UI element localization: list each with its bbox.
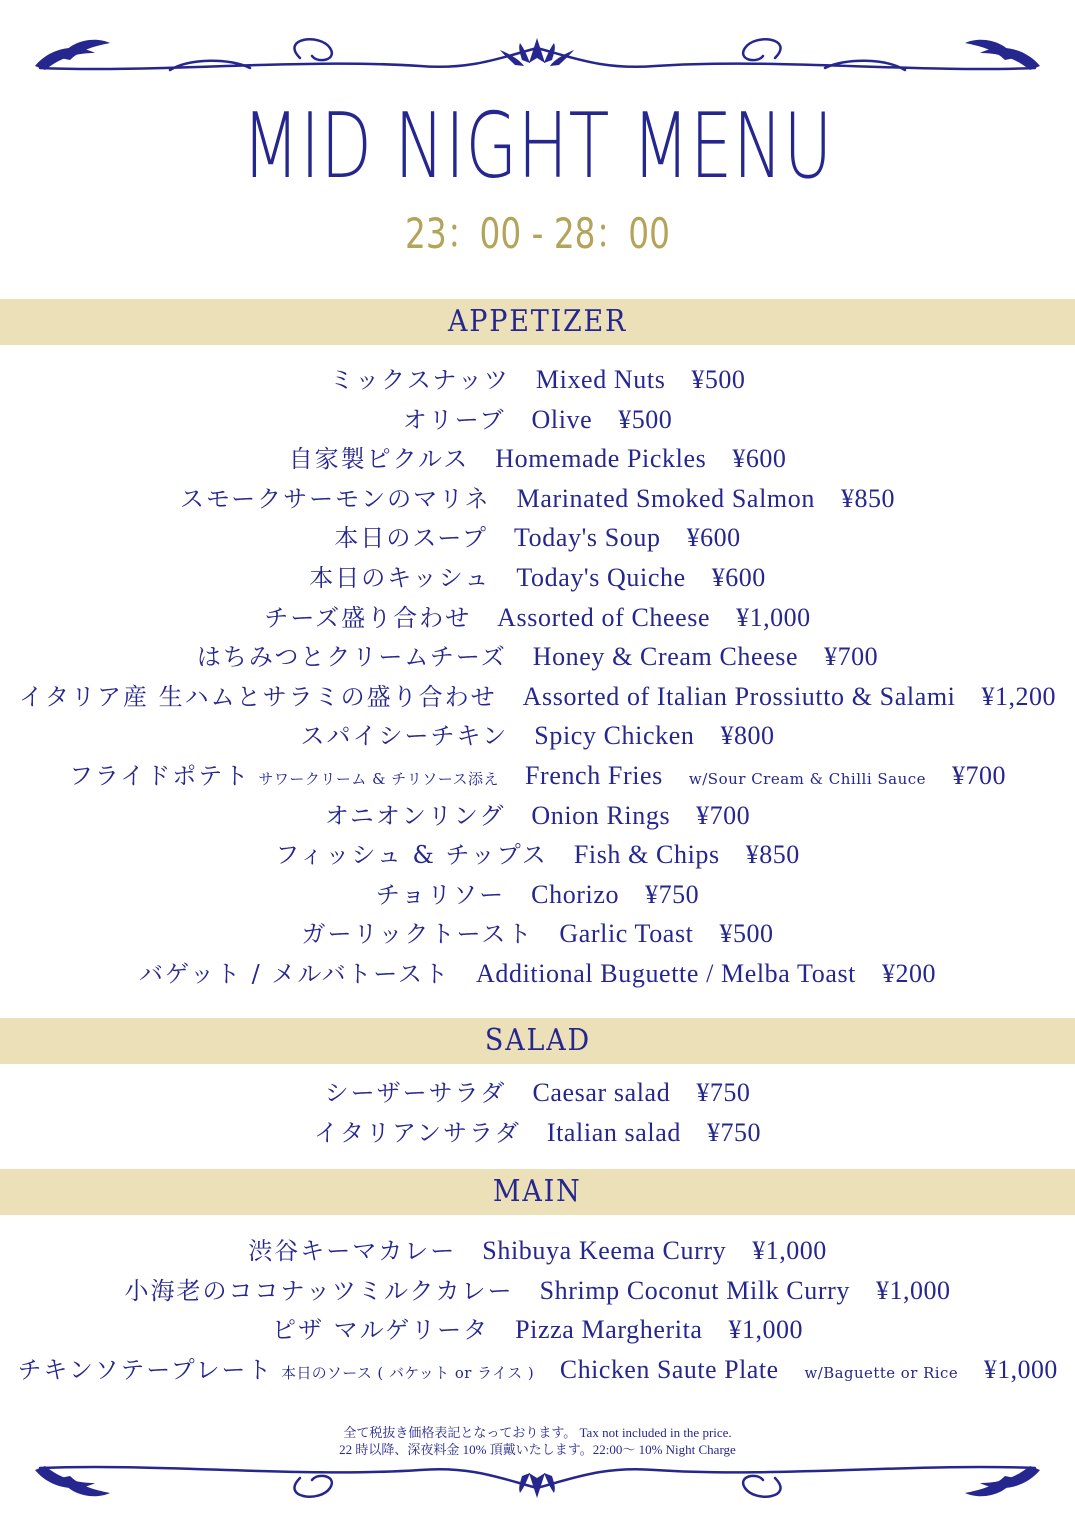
item-note-english: w/Sour Cream & Chilli Sauce (688, 770, 927, 788)
menu-item (0, 362, 1075, 398)
item-price: ¥500 (719, 919, 774, 949)
item-price: ¥600 (711, 563, 766, 592)
menu-item (0, 600, 1075, 636)
item-name-english: Today's Soup (514, 523, 661, 553)
item-name-english: Assorted of Cheese (497, 602, 711, 632)
item-name-english: Assorted of Italian Prossiutto & Salami (522, 681, 956, 711)
item-note-japanese: サワークリーム & チリソース添え (258, 770, 499, 788)
menu-item (0, 639, 1075, 675)
item-name-english: Caesar salad (532, 1078, 671, 1107)
menu-item (0, 1273, 1075, 1309)
item-name-english: Honey & Cream Cheese (532, 642, 799, 672)
tax-note: 全て税抜き価格表記となっております。 Tax not included in the price. (343, 1425, 732, 1440)
item-price: ¥850 (840, 483, 895, 513)
item-name-japanese: イタリア産 生ハムとサラミの盛り合わせ (18, 682, 497, 711)
menu-item (0, 1115, 1075, 1151)
item-name-english: Garlic Toast (559, 919, 694, 949)
item-name-english: Onion Rings (531, 800, 671, 830)
item-price: ¥700 (696, 800, 751, 830)
item-name-english: Italian salad (546, 1117, 681, 1147)
menu-item (0, 441, 1075, 477)
item-price: ¥600 (686, 523, 741, 553)
item-name-japanese: 小海老のココナッツミルクカレー (124, 1276, 514, 1305)
item-name-japanese: スパイシーチキン (300, 722, 509, 751)
item-name-english: Shrimp Coconut Milk Curry (539, 1275, 850, 1305)
item-price: ¥1,200 (981, 681, 1056, 711)
item-name-japanese: バゲット / メルバトースト (138, 960, 450, 988)
menu-item (0, 481, 1075, 517)
menu-item (0, 1075, 1075, 1111)
item-name-japanese: フライドポテト (68, 762, 251, 790)
item-price: ¥850 (745, 840, 800, 870)
item-price: ¥1,000 (752, 1236, 827, 1265)
night-charge-note: 22 時以降、深夜料金 10% 頂戴いたします。22:00～ 10% Night Charge (339, 1442, 736, 1457)
item-name-japanese: ガーリックトースト (301, 920, 534, 949)
menu-item (0, 916, 1075, 952)
item-name-english: Spicy Chicken (534, 721, 695, 751)
item-name-english: Homemade Pickles (495, 444, 707, 474)
item-name-japanese: フィッシュ & チップス (275, 841, 548, 870)
menu-item (0, 1233, 1075, 1269)
bottom-flourish-ornament (0, 1448, 1075, 1508)
item-price: ¥200 (882, 959, 937, 988)
top-flourish-ornament (0, 28, 1075, 88)
item-name-english: French Fries (525, 761, 663, 790)
item-name-japanese: 自家製ピクルス (288, 445, 470, 474)
service-hours: 23：00 - 28：00 (405, 209, 670, 258)
item-name-english: Additional Buguette / Melba Toast (476, 959, 857, 988)
menu-item (0, 837, 1075, 873)
menu-item (0, 877, 1075, 913)
menu-item (0, 402, 1075, 438)
item-name-japanese: 渋谷キーマカレー (248, 1237, 457, 1265)
item-price: ¥750 (706, 1117, 761, 1147)
item-name-japanese: はちみつとクリームチーズ (196, 643, 507, 672)
item-name-japanese: チーズ盛り合わせ (264, 603, 472, 632)
item-name-english: Shibuya Keema Curry (482, 1236, 727, 1265)
menu-item (0, 758, 1075, 797)
item-name-japanese: オリーブ (402, 405, 506, 434)
item-name-japanese: シーザーサラダ (324, 1079, 507, 1107)
item-name-japanese: 本日のキッシュ (309, 564, 491, 592)
item-price: ¥800 (720, 721, 775, 751)
item-name-english: Mixed Nuts (535, 365, 666, 394)
section-heading-main: MAIN (0, 1169, 1075, 1215)
item-price: ¥750 (645, 879, 700, 909)
item-price: ¥1,000 (728, 1315, 804, 1345)
item-name-english: Olive (531, 404, 593, 434)
item-name-english: Chorizo (531, 879, 620, 909)
section-heading-salad: SALAD (0, 1018, 1075, 1064)
menu-item (0, 679, 1075, 715)
item-name-japanese: チキンソテープレート (17, 1355, 273, 1384)
item-price: ¥750 (696, 1078, 751, 1107)
item-name-japanese: 本日のスープ (334, 524, 489, 553)
item-name-japanese: ミックスナッツ (329, 366, 510, 394)
item-name-japanese: チョリソー (375, 880, 506, 909)
menu-item (0, 1312, 1075, 1348)
item-price: ¥1,000 (983, 1354, 1058, 1384)
item-name-english: Chicken Saute Plate (559, 1354, 779, 1384)
item-name-english: Marinated Smoked Salmon (516, 483, 815, 513)
item-price: ¥500 (691, 365, 746, 394)
item-price: ¥1,000 (875, 1275, 951, 1305)
item-price: ¥600 (732, 444, 787, 474)
item-price: ¥700 (824, 642, 879, 672)
menu-item (0, 520, 1075, 556)
menu-item (0, 560, 1075, 596)
item-name-japanese: ピザ マルゲリータ (271, 1316, 490, 1345)
item-price: ¥1,000 (736, 602, 811, 632)
item-name-japanese: オニオンリング (324, 801, 506, 830)
menu-title: MID NIGHT MENU (241, 94, 834, 199)
menu-item (0, 718, 1075, 754)
section-heading-appetizer: APPETIZER (0, 299, 1075, 345)
item-note-english: w/Baguette or Rice (804, 1363, 958, 1382)
item-note-japanese: 本日のソース ( バケット or ライス ) (280, 1363, 534, 1382)
item-name-english: Fish & Chips (573, 840, 720, 870)
menu-item (0, 1352, 1075, 1391)
item-name-japanese: イタリアンサラダ (314, 1118, 521, 1147)
item-name-english: Today's Quiche (516, 563, 686, 592)
item-name-english: Pizza Margherita (515, 1315, 703, 1345)
menu-item (0, 956, 1075, 992)
item-price: ¥500 (618, 404, 673, 434)
menu-item (0, 798, 1075, 834)
item-price: ¥700 (952, 761, 1007, 790)
item-name-japanese: スモークサーモンのマリネ (180, 484, 491, 513)
